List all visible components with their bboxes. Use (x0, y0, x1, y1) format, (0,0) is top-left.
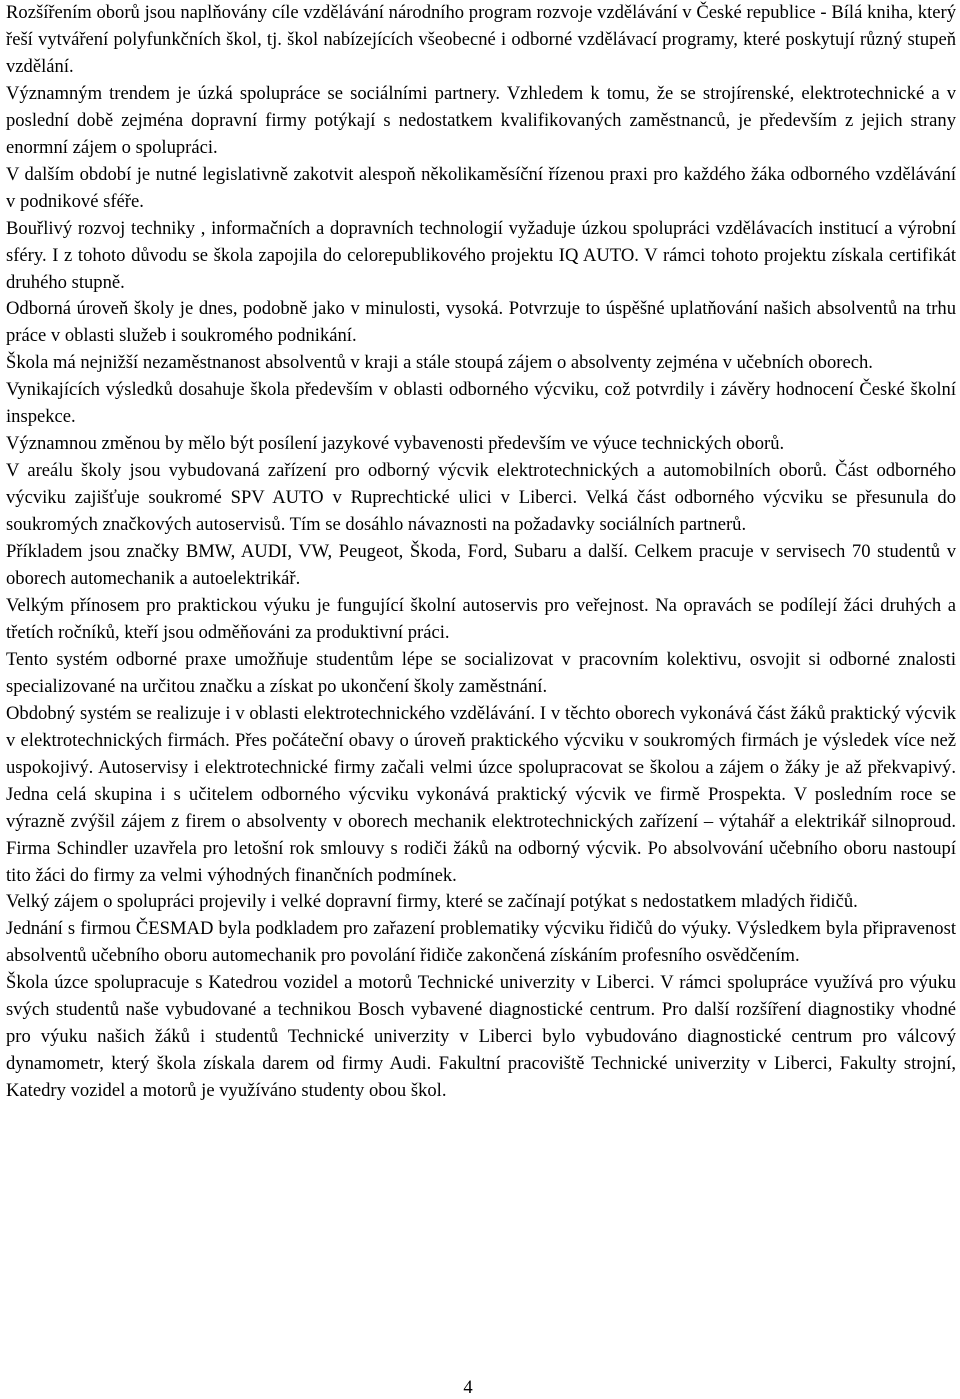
paragraph: Rozšířením oborů jsou naplňovány cíle vzdělávání národního program rozvoje vzdělávání v České republice - Bílá kniha, který řeší vytváření polyfunkčních škol, tj. škol nabízejících všeobecné i odborné vzdělávací programy, které poskytují různý stupeň vzdělání. (6, 2, 956, 77)
paragraph: Příkladem jsou značky BMW, AUDI, VW, Peugeot, Škoda, Ford, Subaru a další. Celkem pracuje v servisech 70 studentů v oborech automechanik a autoelektrikář. (6, 541, 956, 590)
paragraph: Vynikajících výsledků dosahuje škola především v oblasti odborného výcviku, což potvrdily i závěry hodnocení České školní inspekce. (6, 379, 956, 428)
paragraph: Odborná úroveň školy je dnes, podobně jako v minulosti, vysoká. Potvrzuje to úspěšné uplatňování našich absolventů na trhu práce v oblasti služeb i soukromého podnikání. (6, 298, 956, 347)
paragraph: Významným trendem je úzká spolupráce se sociálními partnery. Vzhledem k tomu, že se strojírenské, elektrotechnické a v poslední době zejména dopravní firmy potýkají s nedostatkem kvalifikovaných zaměstnanců, je především z jejich strany enormní zájem o spolupráci. (6, 82, 956, 158)
paragraph: Významnou změnou by mělo být posílení jazykové vybavenosti především ve výuce technických oborů. (6, 433, 785, 455)
page-number: 4 (463, 1377, 473, 1398)
document-body (6, 0, 956, 1105)
paragraph: Tento systém odborné praxe umožňuje studentům lépe se socializovat v pracovním kolektivu, osvojit si odborné znalosti specializované na určitou značku a získat po ukončení školy zaměstnání. (6, 648, 956, 697)
paragraph: V dalším období je nutné legislativně zakotvit alespoň několikaměsíční řízenou praxi pro každého žáka odborného vzdělávání v podnikové sféře. (6, 163, 956, 212)
paragraph: Škola má nejnižší nezaměstnanost absolventů v kraji a stále stoupá zájem o absolventy zejména v učebních oborech. (6, 352, 873, 374)
paragraph: Bouřlivý rozvoj techniky , informačních a dopravních technologií vyžaduje úzkou spolupráci vzdělávacích institucí a výrobní sféry. I z tohoto důvodu se škola zapojila do celorepublikového projektu IQ AUTO. V rámci tohoto projektu získala certifikát druhého stupně. (6, 217, 956, 293)
paragraph: Velkým přínosem pro praktickou výuku je fungující školní autoservis pro veřejnost. Na opravách se podílejí žáci druhých a třetích ročníků, kteří jsou odměňováni za produktivní práci. (6, 594, 956, 643)
paragraph: Velký zájem o spolupráci projevily i velké dopravní firmy, které se začínají potýkat s nedostatkem mladých řidičů. (6, 891, 858, 913)
paragraph: Obdobný systém se realizuje i v oblasti elektrotechnického vzdělávání. I v těchto oborech vykonává část žáků praktický výcvik v elektrotechnických firmách. Přes počáteční obavy o úroveň praktického výcviku v soukromých firmách je výsledek více než uspokojivý. Autoservisy i elektrotechnické firmy začali velmi úzce spolupracovat se školou a zájem o žáky je až překvapivý. Jedna celá skupina i s učitelem odborného výcviku vykonává praktický výcvik ve firmě Prospekta. V posledním roce se výrazně zvýšil zájem z firem o absolventy v oborech mechanik elektrotechnických zařízení – výtahář a elektrikář silnoproud. Firma Schindler uzavřela pro letošní rok smlouvy s rodiči žáků na odborný výcvik. Po absolvování učebního oboru nastoupí tito žáci do firmy za velmi výhodných finančních podmínek. (6, 702, 956, 886)
paragraph: Škola úzce spolupracuje s Katedrou vozidel a motorů Technické univerzity v Liberci. V rámci spolupráce využívá pro výuku svých studentů naše vybudované a technikou Bosch vybavené diagnostické centrum. Pro další rozšíření diagnostiky vhodné pro výuku našich žáků i studentů Technické univerzity v Liberci bylo vybudováno diagnostické centrum pro válcový dynamometr, který škola získala darem od firmy Audi. Fakultní pracoviště Technické univerzity v Liberci, Fakulty strojní, Katedry vozidel a motorů je využíváno studenty obou škol. (6, 972, 956, 1102)
paragraph: V areálu školy jsou vybudovaná zařízení pro odborný výcvik elektrotechnických a automobilních oborů. Část odborného výcviku zajišťuje soukromé SPV AUTO v Ruprechtické ulici v Liberci. Velká část odborného výcviku se přesunula do soukromých značkových autoservisů. Tím se dosáhlo návaznosti na požadavky sociálních partnerů. (6, 460, 956, 536)
paragraph: Jednání s firmou ČESMAD byla podkladem pro zařazení problematiky výcviku řidičů do výuky. Výsledkem byla připravenost absolventů učebního oboru automechanik pro povolání řidiče zakončená získáním profesního osvědčením. (6, 918, 956, 967)
